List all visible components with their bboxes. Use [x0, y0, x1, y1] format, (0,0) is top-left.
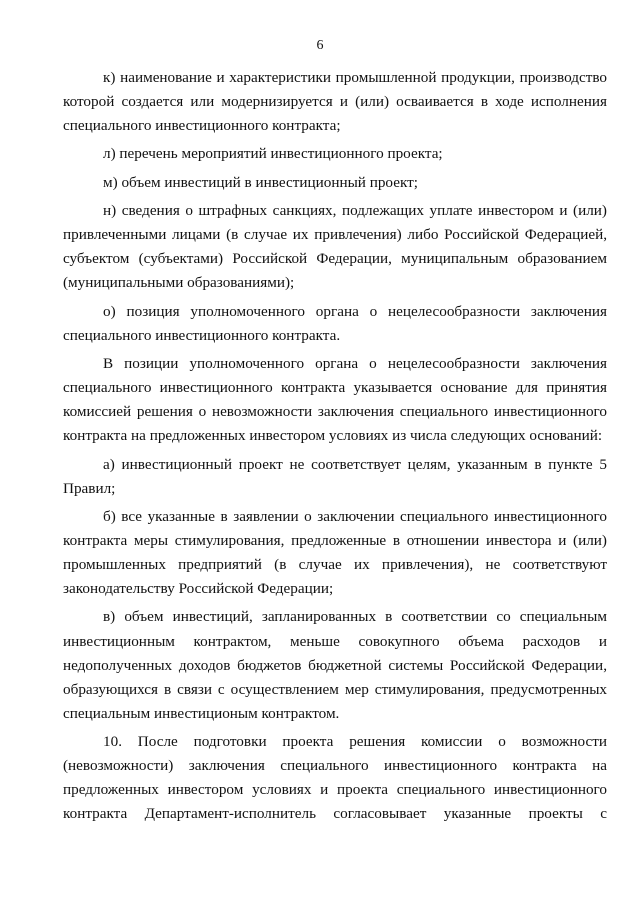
paragraph-n: н) сведения о штрафных санкциях, подлежащих уплате инвестором и (или) привлеченными лицами (в случае их привлечения) либо Российской Федерацией, субъектом (субъектами) Российской Федерации, муниципальным образованием (муниципальными образованиями); — [63, 202, 607, 292]
paragraph-a: а) инвестиционный проект не соответствует целям, указанным в пункте 5 Правил; — [63, 455, 607, 497]
page-number: 6 — [316, 38, 324, 53]
document-body — [63, 66, 607, 831]
paragraph-position-grounds: В позиции уполномоченного органа о нецелесообразности заключения специального инвестиционного контракта указывается основание для принятия комиссией решения о невозможности заключения специального инвестиционного контракта на предложенных инвестором условиях из числа следующих оснований: — [63, 354, 607, 445]
paragraph-l: л) перечень мероприятий инвестиционного проекта; — [103, 145, 443, 163]
paragraph-b: б) все указанные в заявлении о заключении специального инвестиционного контракта меры стимулирования, предложенные в отношении инвестора и (или) промышленных предприятий (в случае их привлечения), не соответствуют законодательству Российской Федерации; — [63, 507, 607, 598]
paragraph-v: в) объем инвестиций, запланированных в соответствии со специальным инвестиционным контрактом, меньше совокупного объема расходов и недополученных доходов бюджетов бюджетной системы Российской Федерации, образующихся в связи с осуществлением мер стимулирования, предусмотренных специальным инвестиционым контрактом. — [63, 608, 607, 722]
paragraph-10: 10. После подготовки проекта решения комиссии о возможности (невозможности) заключения специального инвестиционного контракта на предложенных инвестором условиях и проекта специального инвестиционного контракта Департамент-исполнитель согласовывает указанные проекты с — [63, 733, 607, 823]
paragraph-k: к) наименование и характеристики промышленной продукции, производство которой создается или модернизируется и (или) осваивается в ходе исполнения специального инвестиционного контракта; — [63, 69, 607, 135]
paragraph-m: м) объем инвестиций в инвестиционный проект; — [103, 173, 418, 191]
paragraph-o: о) позиция уполномоченного органа о нецелесообразности заключения специального инвестиционного контракта. — [63, 302, 607, 344]
